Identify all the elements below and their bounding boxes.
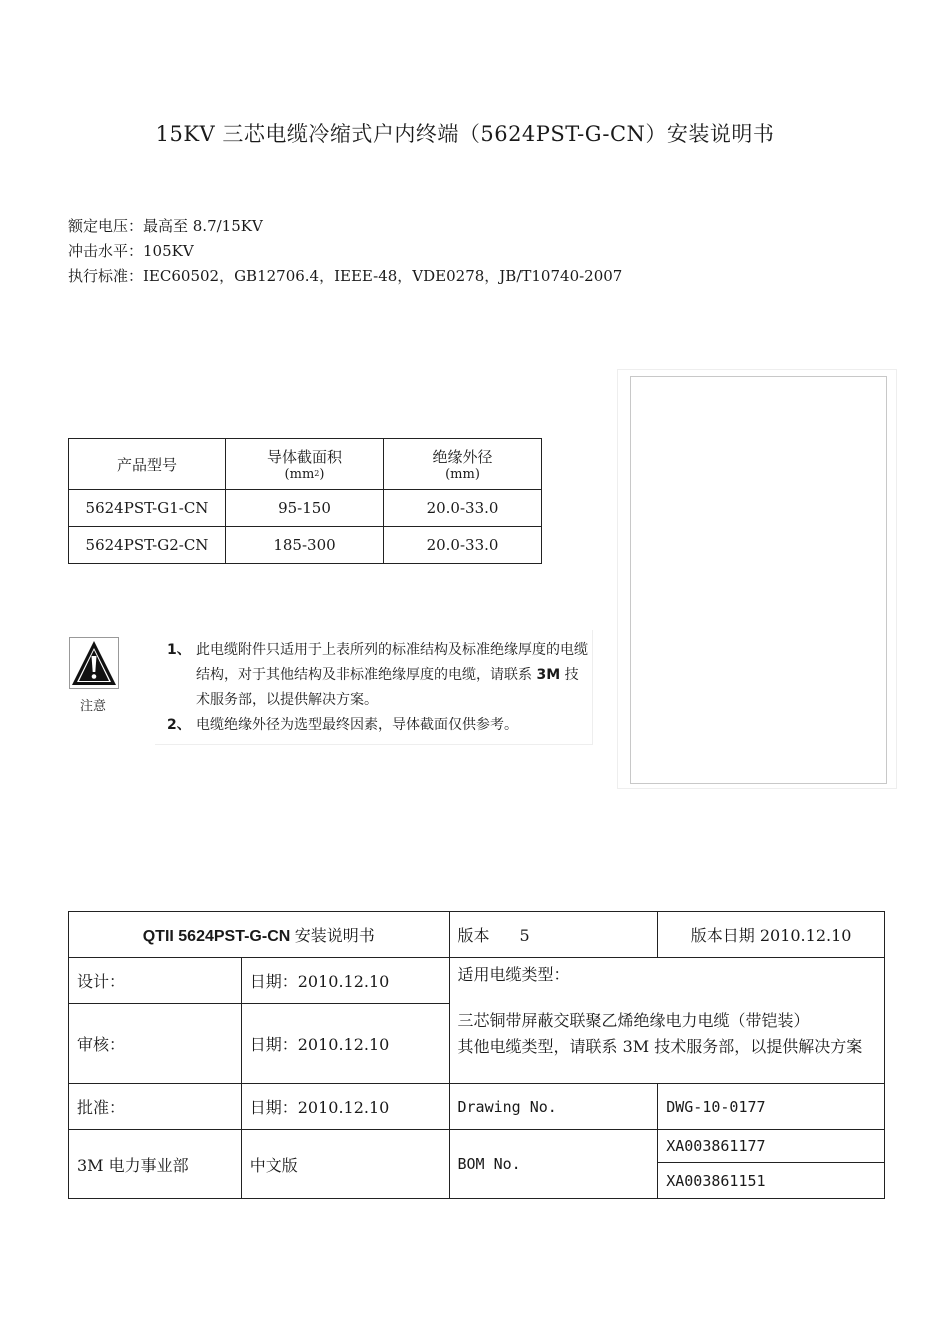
cable-other: 其他电缆类型，请联系 3M 技术服务部，以提供解决方案 bbox=[457, 1037, 863, 1056]
note-text-tail: 技术服务部，以提供解决方案。 bbox=[196, 667, 579, 708]
note-item bbox=[155, 713, 592, 738]
cell-area: 95-150 bbox=[226, 490, 384, 527]
note-item bbox=[155, 638, 592, 713]
design-date: 日期：2010.12.10 bbox=[241, 958, 449, 1004]
dept: 3M 电力事业部 bbox=[69, 1130, 242, 1199]
doc-title-cell bbox=[69, 912, 450, 958]
note-emphasis: 3M bbox=[536, 667, 561, 683]
product-table bbox=[68, 438, 542, 564]
header-insulation-unit: (mm) bbox=[445, 467, 480, 482]
image-placeholder bbox=[617, 369, 897, 789]
cable-type-label: 适用电缆类型： bbox=[457, 965, 570, 984]
note-text: 此电缆附件只适用于上表所列的标准结构及标准绝缘厚度的电缆结构，对于其他结构及非标准绝缘厚度的电缆，请联系 bbox=[196, 642, 588, 683]
table-row bbox=[69, 527, 542, 564]
info-row-approve bbox=[69, 1084, 885, 1130]
drawing-number: DWG-10-0177 bbox=[658, 1084, 885, 1130]
language-edition: 中文版 bbox=[241, 1130, 449, 1199]
approve-label: 批准： bbox=[69, 1084, 242, 1130]
header-model: 产品型号 bbox=[69, 439, 226, 490]
rated-voltage: 额定电压：最高至 8.7/15KV bbox=[68, 217, 263, 235]
standards: 执行标准：IEC60502，GB12706.4，IEEE-48，VDE0278，JB/T10740-2007 bbox=[68, 267, 623, 285]
cell-insulation: 20.0-33.0 bbox=[384, 490, 542, 527]
info-row-bom bbox=[69, 1130, 885, 1163]
table-row bbox=[69, 490, 542, 527]
cell-model: 5624PST-G2-CN bbox=[69, 527, 226, 564]
version-cell bbox=[449, 912, 658, 958]
notes-block bbox=[155, 630, 593, 745]
insulation-unit: mm bbox=[450, 467, 475, 482]
document-info-table bbox=[68, 911, 885, 1199]
product-table-header bbox=[69, 439, 542, 490]
approve-date: 日期：2010.12.10 bbox=[241, 1084, 449, 1130]
review-date: 日期：2010.12.10 bbox=[241, 1004, 449, 1084]
info-row-design bbox=[69, 958, 885, 1004]
warning-label: 注意 bbox=[80, 699, 107, 714]
bom-number-1: XA003861177 bbox=[658, 1130, 885, 1163]
note-number: 1、 bbox=[167, 642, 191, 658]
cell-model: 5624PST-G1-CN bbox=[69, 490, 226, 527]
version-label: 版本 bbox=[457, 926, 490, 945]
version-value: 5 bbox=[519, 926, 530, 945]
header-area bbox=[226, 439, 384, 490]
warning-icon bbox=[69, 637, 119, 689]
doc-code: QTII 5624PST-G-CN bbox=[142, 928, 291, 945]
note-text: 电缆绝缘外径为选型最终因素，导体截面仅供参考。 bbox=[196, 717, 518, 733]
header-area-unit: $(mm^2)$ bbox=[284, 467, 325, 482]
doc-suffix: 安装说明书 bbox=[290, 928, 375, 945]
design-label: 设计： bbox=[69, 958, 242, 1004]
bom-number-2: XA003861151 bbox=[658, 1163, 885, 1199]
header-area-label: 导体截面积 bbox=[266, 448, 342, 466]
spec-block bbox=[68, 214, 622, 289]
review-label: 审核： bbox=[69, 1004, 242, 1084]
impulse-level: 冲击水平：105KV bbox=[68, 242, 194, 260]
drawing-label: Drawing No. bbox=[449, 1084, 658, 1130]
header-insulation bbox=[384, 439, 542, 490]
info-row-title bbox=[69, 912, 885, 958]
note-number: 2、 bbox=[167, 717, 191, 733]
cell-insulation: 20.0-33.0 bbox=[384, 527, 542, 564]
cable-type-cell bbox=[449, 958, 885, 1084]
area-unit: mm bbox=[289, 467, 315, 482]
page-title: 15KV 三芯电缆冷缩式户内终端（5624PST-G-CN）安装说明书 bbox=[155, 122, 775, 146]
bom-label: BOM No. bbox=[449, 1130, 658, 1199]
image-frame bbox=[630, 376, 887, 784]
area-unit-sup: 2 bbox=[314, 469, 320, 478]
version-date: 版本日期 2010.12.10 bbox=[658, 912, 885, 958]
cell-area: 185-300 bbox=[226, 527, 384, 564]
header-insulation-label: 绝缘外径 bbox=[432, 448, 493, 466]
cable-type: 三芯铜带屏蔽交联聚乙烯绝缘电力电缆（带铠装） bbox=[457, 1011, 810, 1030]
